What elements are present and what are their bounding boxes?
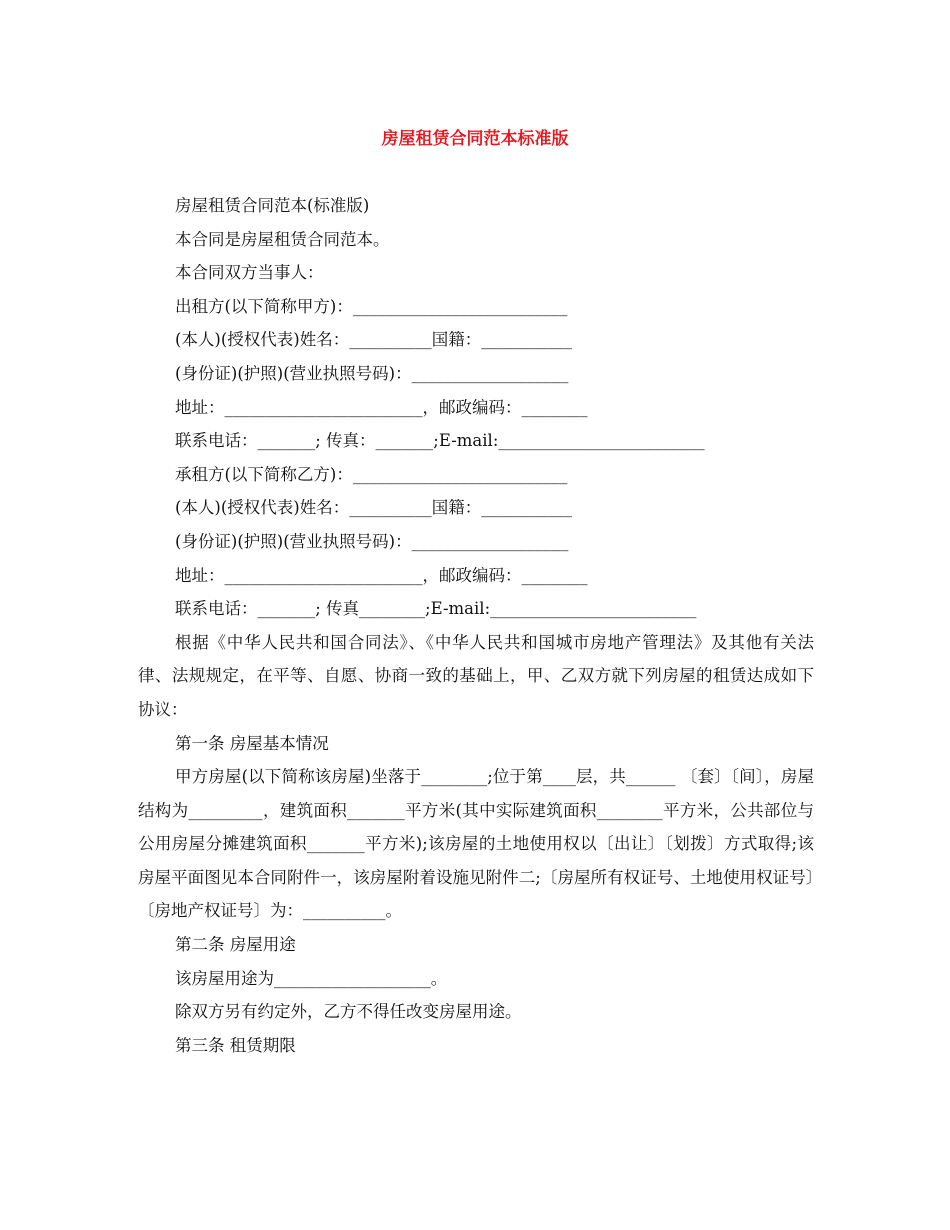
lessor-field: 出租方(以下简称甲方)：__________________________ bbox=[175, 296, 568, 316]
lessee-contact-field: 联系电话：_______; 传真________;E-mail:_________________________ bbox=[175, 599, 697, 619]
article-1-heading: 第一条 房屋基本情况 bbox=[175, 733, 329, 753]
article-2-usage-field: 该房屋用途为___________________。 bbox=[175, 968, 448, 988]
document-title: 房屋租赁合同范本标准版 bbox=[381, 129, 569, 149]
paragraph-parties-heading: 本合同双方当事人： bbox=[175, 263, 324, 283]
article-1-body: 甲方房屋(以下简称该房屋)坐落于________;位于第____层，共______ 〔套〕〔间〕，房屋结构为_________，建筑面积_______平方米(其中实际建筑面积________平方米，公共部位与公用房屋分摊建筑面积_______平方米);该房屋的土地使用权以〔出让〕〔划拨〕方式取得;该房屋平面图见本合同附件一，该房屋附着设施见附件二;〔房屋所有权证号、土地使用权证号〕〔房地产权证号〕为：__________。 bbox=[138, 767, 814, 921]
lessor-contact-field: 联系电话：_______; 传真：_______;E-mail:_________________________ bbox=[175, 431, 705, 451]
lessee-field: 承租方(以下简称乙方)：__________________________ bbox=[175, 464, 568, 484]
lessee-name-nationality-field: (本人)(授权代表)姓名：__________国籍：___________ bbox=[175, 498, 572, 518]
paragraph-subtitle: 房屋租赁合同范本(标准版) bbox=[175, 196, 370, 215]
document-body bbox=[138, 189, 814, 1062]
lessee-id-field: (身份证)(护照)(营业执照号码)：___________________ bbox=[175, 531, 569, 551]
article-3-heading: 第三条 租赁期限 bbox=[175, 1035, 296, 1055]
lessor-id-field: (身份证)(护照)(营业执照号码)：___________________ bbox=[175, 363, 569, 383]
article-2-restriction: 除双方另有约定外，乙方不得任改变房屋用途。 bbox=[175, 1002, 522, 1022]
lessor-name-nationality-field: (本人)(授权代表)姓名：__________国籍：___________ bbox=[175, 330, 572, 350]
article-2-heading: 第二条 房屋用途 bbox=[175, 935, 296, 955]
lessee-address-field: 地址：________________________，邮政编码：________ bbox=[175, 565, 588, 585]
lessor-address-field: 地址：________________________，邮政编码：________ bbox=[175, 397, 588, 417]
paragraph-intro: 本合同是房屋租赁合同范本。 bbox=[175, 229, 390, 249]
legal-basis-paragraph: 根据《中华人民共和国合同法》、《中华人民共和国城市房地产管理法》及其他有关法律、法规规定，在平等、自愿、协商一致的基础上，甲、乙双方就下列房屋的租赁达成如下协议： bbox=[138, 632, 814, 719]
